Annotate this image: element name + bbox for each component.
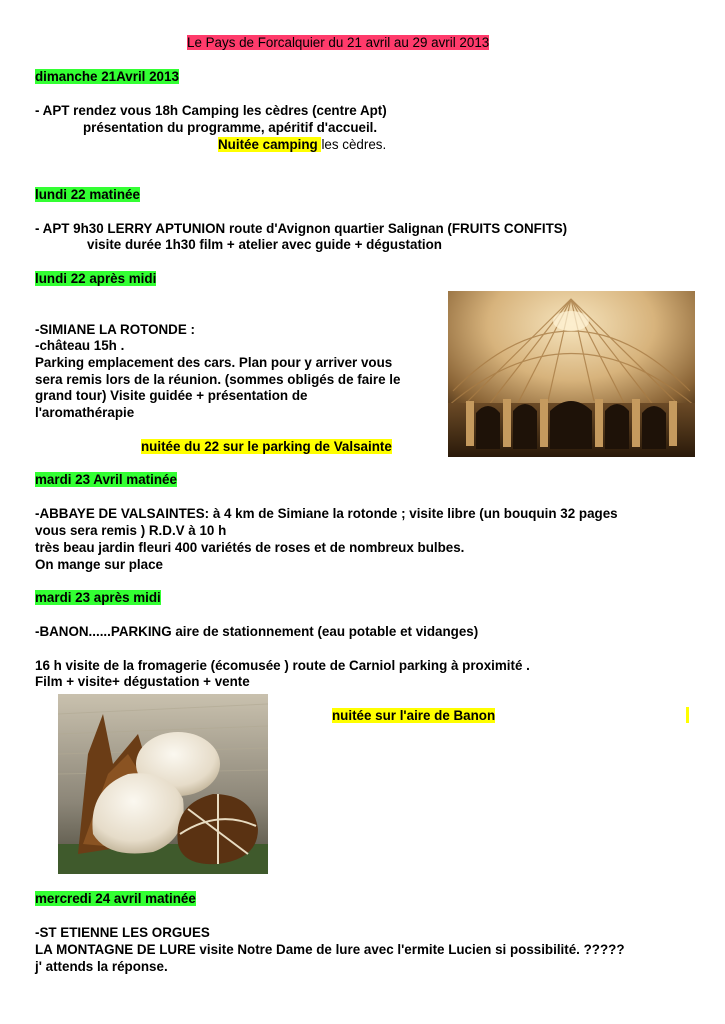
- day2pm-line4: sera remis lors de la réunion. (sommes obligés de faire le: [35, 372, 401, 387]
- page-title-text: Le Pays de Forcalquier du 21 avril au 29 avril 2013: [187, 35, 490, 50]
- day4am-line1: -ST ETIENNE LES ORGUES: [35, 925, 210, 940]
- day4am-heading: [35, 891, 196, 907]
- day3am-line1: -ABBAYE DE VALSAINTES: à 4 km de Simiane la rotonde ; visite libre (un bouquin 32 pages: [35, 506, 618, 521]
- day1-heading-text: dimanche 21Avril 2013: [35, 69, 179, 84]
- day3pm-heading: [35, 590, 161, 606]
- day3pm-nuitee: [332, 708, 495, 724]
- highlight-marker: [686, 707, 689, 723]
- day3pm-line1: -BANON......PARKING aire de stationnement (eau potable et vidanges): [35, 624, 479, 639]
- day3am-heading: [35, 472, 177, 488]
- cheese-photo: [58, 694, 268, 874]
- day3pm-nuitee-text: nuitée sur l'aire de Banon: [332, 708, 496, 723]
- day1-heading: [35, 69, 179, 85]
- day1-nuitee-highlight: Nuitée camping: [218, 137, 322, 152]
- day2am-heading-text: lundi 22 matinée: [35, 187, 140, 202]
- day2pm-nuitee-text: nuitée du 22 sur le parking de Valsainte: [141, 439, 392, 454]
- day3am-heading-text: mardi 23 Avril matinée: [35, 472, 177, 487]
- day1-line1: - APT rendez vous 18h Camping les cèdres (centre Apt): [35, 103, 387, 118]
- day1-line2: présentation du programme, apéritif d'accueil.: [83, 120, 378, 135]
- day3pm-line3: Film + visite+ dégustation + vente: [35, 674, 250, 689]
- day4am-line3: j' attends la réponse.: [35, 959, 168, 974]
- day2am-heading: [35, 187, 140, 203]
- day1-nuitee: [218, 137, 386, 153]
- day2pm-line3: Parking emplacement des cars. Plan pour y arriver vous: [35, 355, 393, 370]
- day3pm-heading-text: mardi 23 après midi: [35, 590, 161, 605]
- day2pm-line2: -château 15h .: [35, 338, 125, 353]
- day3am-line2: vous sera remis ) R.D.V à 10 h: [35, 523, 227, 538]
- day2pm-nuitee: [141, 439, 392, 455]
- day2pm-heading: [35, 271, 156, 287]
- day2pm-line5: grand tour) Visite guidée + présentation de: [35, 388, 308, 403]
- day2am-line1: - APT 9h30 LERRY APTUNION route d'Avignon quartier Salignan (FRUITS CONFITS): [35, 221, 568, 236]
- day4am-heading-text: mercredi 24 avril matinée: [35, 891, 196, 906]
- day2am-line2: visite durée 1h30 film + atelier avec guide + dégustation: [87, 237, 442, 252]
- day2pm-heading-text: lundi 22 après midi: [35, 271, 157, 286]
- page-title: [187, 35, 489, 51]
- day1-nuitee-rest: les cèdres.: [321, 137, 387, 152]
- day2pm-line1: -SIMIANE LA ROTONDE :: [35, 322, 195, 337]
- day3pm-line2: 16 h visite de la fromagerie (écomusée ) route de Carniol parking à proximité .: [35, 658, 530, 673]
- day2pm-line6: l'aromathérapie: [35, 405, 135, 420]
- day4am-line2: LA MONTAGNE DE LURE visite Notre Dame de lure avec l'ermite Lucien si possibilité. ?????: [35, 942, 625, 957]
- day3am-line4: On mange sur place: [35, 557, 163, 572]
- rotunda-photo: [448, 291, 695, 457]
- day3am-line3: très beau jardin fleuri 400 variétés de roses et de nombreux bulbes.: [35, 540, 465, 555]
